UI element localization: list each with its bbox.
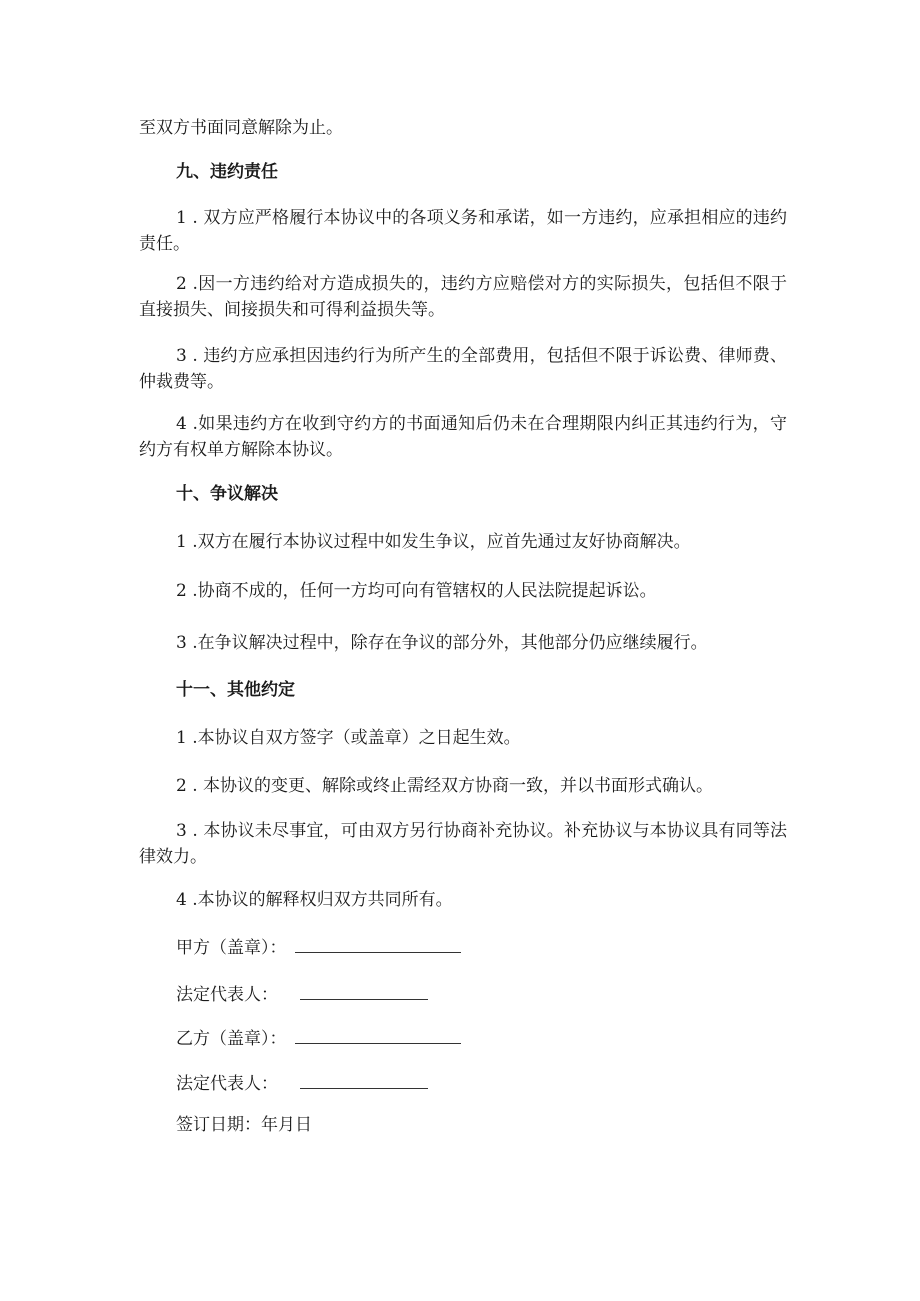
section-9-item-3: 3 . 违约方应承担因违约行为所产生的全部费用，包括但不限于诉讼费、律师费、仲裁费等。: [139, 346, 787, 392]
party-b-label: 乙方（盖章）：: [176, 1029, 287, 1049]
party-a-blank: [295, 934, 461, 953]
section-10-heading: 十、争议解决: [176, 484, 278, 504]
party-b-blank: [295, 1025, 461, 1044]
section-10-item-2: 2 .协商不成的，任何一方均可向有管辖权的人民法院提起诉讼。: [176, 581, 657, 601]
section-9-heading: 九、违约责任: [176, 162, 278, 182]
rep-b-blank: [300, 1070, 428, 1089]
continuation-text: 至双方书面同意解除为止。: [139, 118, 343, 138]
rep-a-blank: [300, 981, 428, 1000]
section-10-item-1: 1 .双方在履行本协议过程中如发生争议，应首先通过友好协商解决。: [176, 532, 691, 552]
section-9-item-4: 4 .如果违约方在收到守约方的书面通知后仍未在合理期限内纠正其违约行为，守约方有权单方解除本协议。: [139, 414, 787, 460]
section-11-item-1: 1 .本协议自双方签字（或盖章）之日起生效。: [176, 728, 521, 748]
section-9-item-2: 2 .因一方违约给对方造成损失的，违约方应赔偿对方的实际损失，包括但不限于直接损失、间接损失和可得利益损失等。: [139, 274, 787, 320]
signing-date: 签订日期：年月日: [176, 1115, 312, 1135]
party-b-signature-line: [176, 1025, 461, 1052]
party-a-signature-line: [176, 934, 461, 961]
rep-b-signature-line: [176, 1070, 428, 1097]
party-a-label: 甲方（盖章）：: [176, 938, 287, 958]
section-11-heading: 十一、其他约定: [176, 680, 295, 700]
section-10-item-3: 3 .在争议解决过程中，除存在争议的部分外，其他部分仍应继续履行。: [176, 633, 708, 653]
rep-b-label: 法定代表人：: [176, 1074, 278, 1094]
section-11-item-3: 3 . 本协议未尽事宜，可由双方另行协商补充协议。补充协议与本协议具有同等法律效力。: [139, 821, 787, 867]
section-9-item-1: 1 . 双方应严格履行本协议中的各项义务和承诺，如一方违约，应承担相应的违约责任。: [139, 208, 787, 254]
section-11-item-2: 2 . 本协议的变更、解除或终止需经双方协商一致，并以书面形式确认。: [176, 776, 714, 796]
rep-a-signature-line: [176, 981, 428, 1008]
rep-a-label: 法定代表人：: [176, 985, 278, 1005]
section-11-item-4: 4 .本协议的解释权归双方共同所有。: [176, 890, 453, 910]
